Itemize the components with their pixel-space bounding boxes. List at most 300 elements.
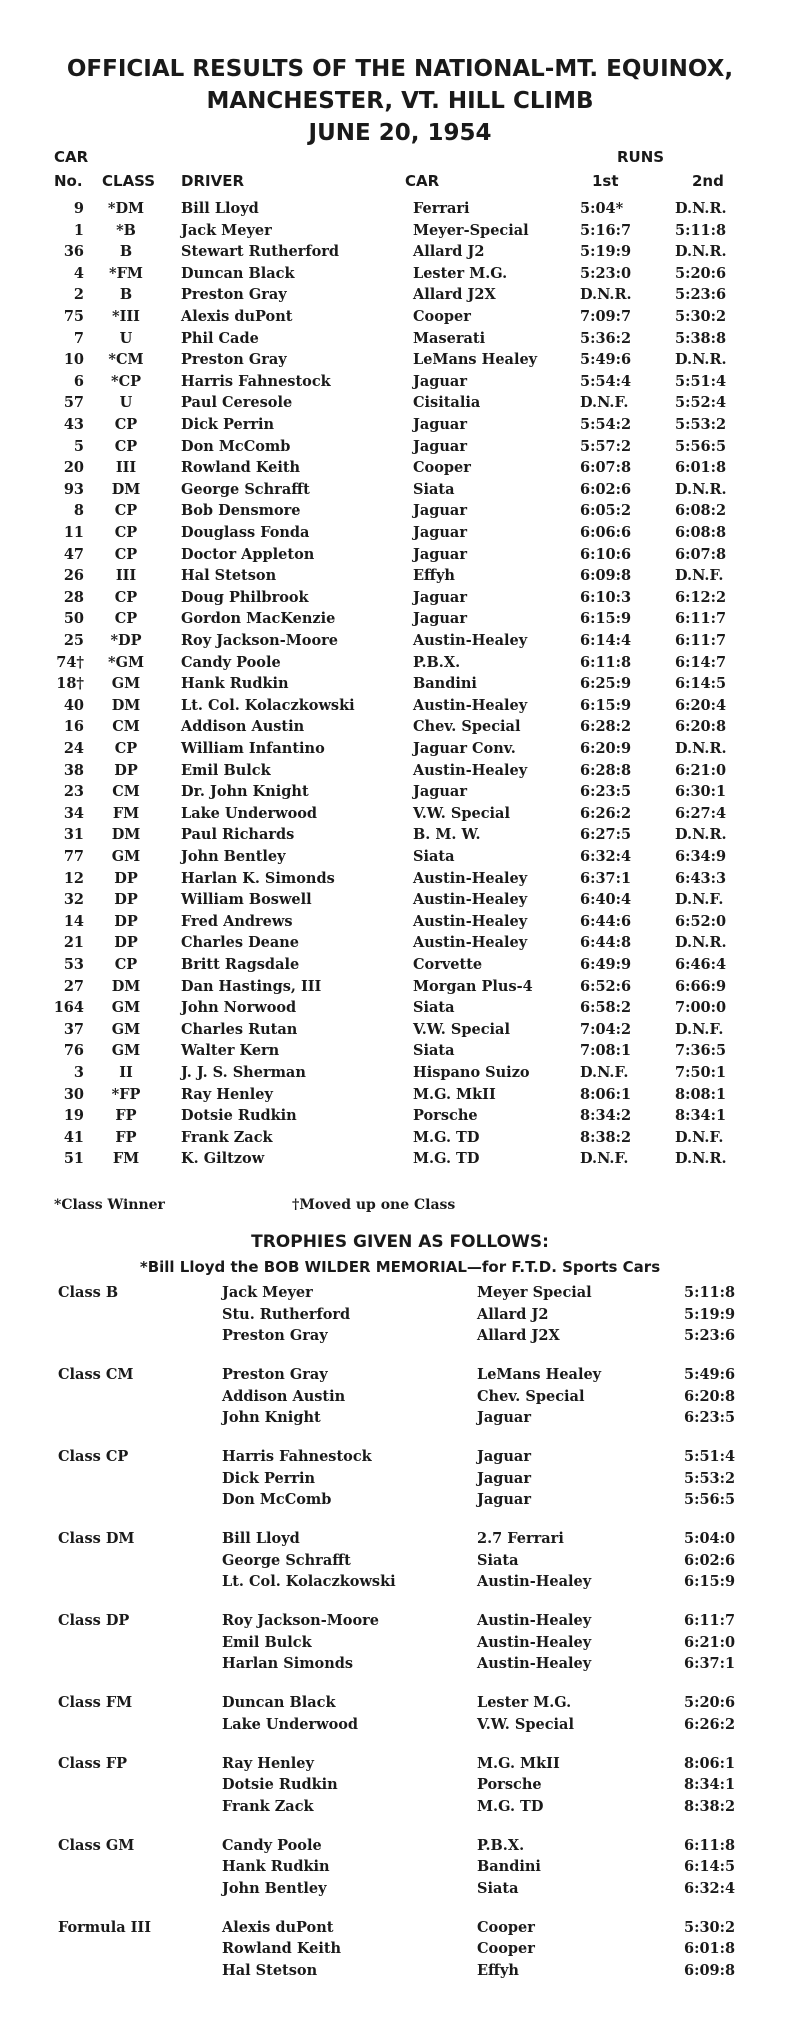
result-car: LeMans Healey — [413, 351, 538, 369]
trophy-time: 8:38:2 — [684, 1797, 736, 1815]
result-class: *CP — [110, 372, 142, 390]
trophy-car: Allard J2X — [477, 1327, 560, 1344]
trophy-time: 6:11:7 — [684, 1612, 736, 1629]
result-class: CP — [114, 502, 138, 520]
result-car-no: 77 — [63, 848, 84, 865]
result-driver: Preston Gray — [181, 286, 287, 304]
result-class: GM — [111, 848, 141, 865]
title-line-1: OFFICIAL RESULTS OF THE NATIONAL-MT. EQUINOX, — [66, 56, 734, 82]
result-car: Austin-Healey — [413, 934, 528, 952]
result-car-no: 93 — [63, 480, 84, 498]
result-car: Chev. Special — [413, 718, 521, 736]
trophy-car: Austin-Healey — [477, 1612, 592, 1629]
result-car: M.G. TD — [413, 1150, 480, 1168]
result-class: DM — [111, 977, 141, 995]
trophy-time: 6:32:4 — [684, 1879, 736, 1897]
result-class: DP — [114, 912, 138, 930]
result-run-2: 5:52:4 — [675, 394, 727, 412]
trophy-car: Meyer Special — [477, 1284, 592, 1301]
result-row — [0, 1019, 800, 1041]
result-car-no: 30 — [63, 1085, 84, 1103]
result-driver: Phil Cade — [181, 329, 259, 347]
result-driver: Stewart Rutherford — [181, 243, 340, 261]
result-driver: Doctor Appleton — [181, 545, 315, 563]
header-car-top: CAR — [54, 148, 89, 166]
result-row — [0, 371, 800, 393]
trophy-car: Jaguar — [477, 1469, 531, 1487]
trophy-time: 6:21:0 — [684, 1633, 736, 1651]
result-run-1: 6:44:6 — [580, 912, 632, 930]
result-class: *B — [116, 221, 136, 239]
result-class: GM — [111, 1020, 141, 1038]
result-run-1: 6:02:6 — [580, 480, 632, 498]
result-run-2: 8:08:1 — [675, 1085, 727, 1103]
trophy-time: 8:34:1 — [684, 1776, 736, 1793]
result-run-2: 6:01:8 — [675, 459, 727, 477]
result-car-no: 50 — [63, 610, 84, 628]
result-run-2: 5:20:6 — [675, 264, 727, 282]
result-row — [0, 500, 800, 522]
trophy-driver: George Schrafft — [222, 1551, 351, 1569]
result-class: *III — [112, 308, 140, 325]
result-car-no: 19 — [63, 1107, 84, 1125]
trophy-row — [0, 1856, 800, 1877]
trophy-class: Class CM — [58, 1366, 134, 1383]
header-no: No. — [54, 172, 83, 190]
trophy-time: 6:01:8 — [684, 1940, 736, 1957]
result-run-2: D.N.R. — [675, 200, 727, 217]
result-run-1: 7:04:2 — [580, 1020, 632, 1038]
result-row — [0, 781, 800, 803]
result-class: CP — [114, 437, 138, 455]
trophy-row — [0, 1364, 800, 1385]
trophy-time: 5:56:5 — [684, 1491, 736, 1508]
trophy-row — [0, 1282, 800, 1303]
result-run-2: D.N.F. — [675, 891, 724, 909]
result-car: Siata — [413, 480, 455, 498]
result-run-2: 6:30:1 — [675, 783, 727, 801]
trophy-car: Chev. Special — [477, 1387, 585, 1405]
trophies-title: TROPHIES GIVEN AS FOLLOWS: — [251, 1232, 549, 1252]
result-car-no: 164 — [53, 999, 84, 1017]
result-class: DM — [111, 480, 141, 498]
trophy-class: Formula III — [58, 1918, 151, 1936]
result-car: Jaguar — [413, 588, 467, 606]
result-class: DP — [114, 934, 138, 952]
result-row — [0, 1148, 800, 1170]
result-run-1: 7:08:1 — [580, 1042, 632, 1060]
trophy-row — [0, 1386, 800, 1407]
trophy-driver: Frank Zack — [222, 1797, 314, 1815]
result-run-1: 6:20:9 — [580, 740, 632, 757]
trophy-time: 5:53:2 — [684, 1469, 736, 1487]
result-run-2: D.N.R. — [675, 934, 727, 952]
result-driver: Harlan K. Simonds — [181, 869, 335, 887]
result-run-1: D.N.R. — [580, 286, 632, 304]
result-run-1: 6:44:8 — [580, 934, 632, 952]
result-driver: Gordon MacKenzie — [181, 610, 336, 628]
result-class: *GM — [107, 653, 145, 671]
result-car-no: 16 — [63, 718, 84, 736]
result-run-1: 6:07:8 — [580, 459, 632, 477]
result-class: GM — [111, 675, 141, 693]
trophy-car: Effyh — [477, 1961, 519, 1979]
trophy-driver: Preston Gray — [222, 1327, 328, 1344]
result-class: CM — [112, 718, 140, 736]
trophy-car: Cooper — [477, 1918, 535, 1936]
result-class: CP — [114, 610, 138, 628]
result-row — [0, 824, 800, 846]
result-row — [0, 479, 800, 501]
result-driver: Don McComb — [181, 437, 291, 455]
result-car: Cooper — [413, 459, 471, 477]
result-car-no: 37 — [63, 1020, 84, 1038]
result-run-1: 6:49:9 — [580, 956, 632, 973]
result-car: Lester M.G. — [413, 264, 508, 282]
result-run-1: 5:23:0 — [580, 264, 632, 282]
result-row — [0, 932, 800, 954]
result-car-no: 7 — [73, 329, 84, 347]
result-driver: Candy Poole — [181, 653, 281, 671]
result-row — [0, 284, 800, 306]
result-car: Jaguar — [413, 416, 467, 433]
result-car: Austin-Healey — [413, 891, 528, 909]
result-row — [0, 652, 800, 674]
trophy-car: Siata — [477, 1879, 519, 1897]
result-run-2: D.N.F. — [675, 567, 724, 585]
result-car-no: 11 — [63, 524, 84, 541]
result-driver: Hank Rudkin — [181, 675, 289, 693]
class-winner-note: *Class Winner — [54, 1197, 165, 1213]
trophy-driver: Dick Perrin — [222, 1469, 316, 1487]
result-run-1: 5:54:2 — [580, 416, 632, 433]
result-run-1: 6:28:2 — [580, 718, 632, 736]
result-car-no: 41 — [63, 1128, 84, 1146]
result-car: Siata — [413, 848, 455, 865]
result-row — [0, 587, 800, 609]
result-class: B — [119, 286, 133, 304]
result-car-no: 57 — [63, 394, 84, 412]
result-run-2: 6:20:8 — [675, 718, 727, 736]
result-run-2: 6:11:7 — [675, 610, 727, 628]
trophy-driver: Lt. Col. Kolaczkowski — [222, 1573, 396, 1590]
result-row — [0, 241, 800, 263]
trophy-driver: Jack Meyer — [222, 1284, 313, 1301]
result-row — [0, 608, 800, 630]
trophy-time: 5:19:9 — [684, 1305, 736, 1323]
result-run-2: 6:11:7 — [675, 632, 727, 649]
result-run-2: 6:08:2 — [675, 502, 727, 520]
result-run-1: 8:06:1 — [580, 1085, 632, 1103]
result-run-1: 5:19:9 — [580, 243, 632, 261]
result-car-no: 43 — [63, 416, 84, 433]
result-row — [0, 457, 800, 479]
trophy-row — [0, 1489, 800, 1510]
trophy-time: 6:02:6 — [684, 1551, 736, 1569]
result-run-2: 6:20:4 — [675, 696, 727, 714]
trophy-time: 6:23:5 — [684, 1409, 736, 1426]
result-car-no: 10 — [63, 351, 84, 369]
result-car-no: 27 — [63, 977, 84, 995]
trophy-row — [0, 1325, 800, 1346]
result-car: Austin-Healey — [413, 761, 528, 779]
trophy-time: 5:51:4 — [684, 1448, 736, 1465]
result-row — [0, 630, 800, 652]
trophy-class: Class DM — [58, 1530, 135, 1547]
trophy-row — [0, 1796, 800, 1817]
trophy-row — [0, 1610, 800, 1631]
trophy-time: 5:23:6 — [684, 1327, 736, 1344]
result-car: Jaguar — [413, 545, 467, 563]
result-class: CP — [114, 524, 138, 541]
trophy-car: P.B.X. — [477, 1836, 525, 1854]
trophy-row — [0, 1774, 800, 1795]
result-car-no: 51 — [63, 1150, 84, 1168]
trophy-class: Class B — [58, 1284, 119, 1301]
result-run-2: 6:46:4 — [675, 956, 727, 973]
trophy-car: Bandini — [477, 1858, 541, 1875]
result-driver: Dick Perrin — [181, 416, 275, 433]
trophy-car: Austin-Healey — [477, 1655, 592, 1672]
result-class: CP — [114, 416, 138, 433]
result-car: Jaguar — [413, 372, 467, 390]
trophy-driver: Stu. Rutherford — [222, 1305, 351, 1323]
trophy-time: 5:20:6 — [684, 1694, 736, 1711]
trophy-driver: Lake Underwood — [222, 1715, 359, 1733]
trophy-car: Austin-Healey — [477, 1633, 592, 1651]
result-run-2: D.N.R. — [675, 1150, 727, 1168]
result-car: Cooper — [413, 308, 471, 325]
trophy-row — [0, 1632, 800, 1653]
result-run-1: 6:10:3 — [580, 588, 632, 606]
result-run-1: 5:04* — [580, 200, 624, 217]
result-run-1: D.N.F. — [580, 1064, 629, 1081]
trophy-driver: Emil Bulck — [222, 1633, 312, 1651]
result-class: *CM — [108, 351, 144, 369]
result-run-1: D.N.F. — [580, 1150, 629, 1168]
result-driver: Bob Densmore — [181, 502, 301, 520]
result-class: GM — [111, 1042, 141, 1060]
trophy-car: 2.7 Ferrari — [477, 1530, 564, 1547]
trophy-car: Allard J2 — [477, 1305, 549, 1323]
result-driver: William Infantino — [181, 740, 325, 757]
result-row — [0, 1040, 800, 1062]
result-car: P.B.X. — [413, 653, 461, 671]
trophy-driver: Harris Fahnestock — [222, 1448, 372, 1465]
result-run-2: D.N.R. — [675, 826, 727, 844]
result-row — [0, 954, 800, 976]
result-car: Porsche — [413, 1107, 478, 1125]
trophy-time: 6:37:1 — [684, 1655, 736, 1672]
result-run-2: 6:52:0 — [675, 912, 727, 930]
trophy-row — [0, 1571, 800, 1592]
trophy-time: 5:49:6 — [684, 1366, 736, 1383]
result-run-2: 5:51:4 — [675, 372, 727, 390]
result-class: FM — [112, 804, 140, 822]
result-run-2: 7:50:1 — [675, 1064, 727, 1081]
result-row — [0, 997, 800, 1019]
result-car-no: 26 — [63, 567, 84, 585]
result-car-no: 2 — [73, 286, 84, 304]
result-class: *FP — [111, 1085, 141, 1103]
result-row — [0, 846, 800, 868]
result-run-1: 6:40:4 — [580, 891, 632, 909]
trophy-car: Siata — [477, 1551, 519, 1569]
result-row — [0, 673, 800, 695]
result-driver: Charles Rutan — [181, 1020, 298, 1038]
result-driver: Lt. Col. Kolaczkowski — [181, 696, 355, 714]
title-line-3: JUNE 20, 1954 — [308, 120, 492, 146]
result-run-1: 6:27:5 — [580, 826, 632, 844]
result-run-2: D.N.R. — [675, 480, 727, 498]
result-class: DP — [114, 869, 138, 887]
result-car-no: 40 — [63, 696, 84, 714]
trophy-row — [0, 1938, 800, 1959]
trophy-driver: Harlan Simonds — [222, 1655, 354, 1672]
trophy-row — [0, 1468, 800, 1489]
result-driver: Charles Deane — [181, 934, 300, 952]
trophy-car: M.G. TD — [477, 1797, 544, 1815]
result-class: CP — [114, 956, 138, 973]
trophy-row — [0, 1692, 800, 1713]
trophy-class: Class DP — [58, 1612, 130, 1629]
result-car: Jaguar — [413, 437, 467, 455]
trophy-row — [0, 1960, 800, 1981]
result-car-no: 4 — [73, 264, 84, 282]
result-driver: Walter Kern — [181, 1042, 280, 1060]
result-run-2: D.N.R. — [675, 351, 727, 369]
result-row — [0, 522, 800, 544]
result-car: Austin-Healey — [413, 696, 528, 714]
trophy-row — [0, 1304, 800, 1325]
result-run-2: 5:30:2 — [675, 308, 727, 325]
result-run-1: 6:14:4 — [580, 632, 632, 649]
result-run-2: D.N.R. — [675, 243, 727, 261]
result-car: Allard J2X — [413, 286, 496, 304]
result-class: U — [119, 329, 133, 347]
result-class: *DP — [110, 632, 142, 649]
result-row — [0, 889, 800, 911]
result-car: M.G. TD — [413, 1128, 480, 1146]
result-driver: Addison Austin — [181, 718, 305, 736]
result-run-1: 6:52:6 — [580, 977, 632, 995]
result-driver: Lake Underwood — [181, 804, 318, 822]
result-run-1: 6:32:4 — [580, 848, 632, 865]
trophy-time: 6:09:8 — [684, 1961, 736, 1979]
result-row — [0, 1127, 800, 1149]
result-run-1: 6:58:2 — [580, 999, 632, 1017]
result-class: U — [119, 394, 133, 412]
result-car-no: 23 — [63, 783, 84, 801]
trophy-row — [0, 1714, 800, 1735]
result-car: Austin-Healey — [413, 632, 528, 649]
result-row — [0, 738, 800, 760]
result-run-2: 6:66:9 — [675, 977, 727, 995]
result-run-1: 5:49:6 — [580, 351, 632, 369]
trophy-driver: Hal Stetson — [222, 1961, 318, 1979]
result-driver: Emil Bulck — [181, 761, 271, 779]
title-line-2: MANCHESTER, VT. HILL CLIMB — [206, 88, 594, 114]
result-class: DM — [111, 826, 141, 844]
result-car: Siata — [413, 1042, 455, 1060]
result-car: Maserati — [413, 329, 486, 347]
result-car-no: 6 — [73, 372, 84, 390]
header-driver: DRIVER — [181, 172, 244, 190]
result-class: B — [119, 243, 133, 261]
trophy-row — [0, 1653, 800, 1674]
result-row — [0, 911, 800, 933]
result-row — [0, 220, 800, 242]
trophy-row — [0, 1753, 800, 1774]
trophy-row — [0, 1550, 800, 1571]
result-class: DP — [114, 761, 138, 779]
result-run-1: 6:15:9 — [580, 696, 632, 714]
trophy-driver: Ray Henley — [222, 1754, 314, 1772]
result-car: Hispano Suizo — [413, 1064, 530, 1081]
trophy-driver: Dotsie Rudkin — [222, 1776, 338, 1793]
result-row — [0, 1105, 800, 1127]
header-class: CLASS — [102, 172, 156, 190]
result-run-2: 6:14:5 — [675, 675, 727, 693]
header-car: CAR — [405, 172, 440, 190]
result-run-1: 6:09:8 — [580, 567, 632, 585]
result-class: FP — [115, 1107, 137, 1125]
result-car-no: 3 — [73, 1064, 84, 1081]
result-driver: Jack Meyer — [181, 221, 272, 239]
result-driver: Harris Fahnestock — [181, 372, 331, 390]
result-car: Corvette — [413, 956, 483, 973]
result-class: CP — [114, 740, 138, 757]
result-car-no: 14 — [63, 912, 84, 930]
result-car-no: 21 — [63, 934, 84, 952]
trophy-time: 5:04:0 — [684, 1530, 736, 1547]
trophy-time: 6:15:9 — [684, 1573, 736, 1590]
result-car: Meyer-Special — [413, 221, 529, 239]
result-driver: Roy Jackson-Moore — [181, 632, 338, 649]
result-car-no: 47 — [63, 545, 84, 563]
result-car: Siata — [413, 999, 455, 1017]
result-row — [0, 976, 800, 998]
result-row — [0, 306, 800, 328]
result-row — [0, 436, 800, 458]
trophy-time: 6:26:2 — [684, 1715, 736, 1733]
trophy-row — [0, 1835, 800, 1856]
result-car: V.W. Special — [413, 804, 510, 822]
trophy-driver: Bill Lloyd — [222, 1530, 300, 1547]
result-row — [0, 414, 800, 436]
result-driver: K. Giltzow — [181, 1150, 265, 1168]
result-driver: Douglass Fonda — [181, 524, 310, 541]
result-car: Jaguar — [413, 610, 467, 628]
result-run-2: 6:21:0 — [675, 761, 727, 779]
trophy-driver: Don McComb — [222, 1491, 332, 1508]
result-car-no: 32 — [63, 891, 84, 909]
result-car: Effyh — [413, 567, 455, 585]
result-car: Austin-Healey — [413, 912, 528, 930]
result-run-2: 6:07:8 — [675, 545, 727, 563]
trophy-time: 5:11:8 — [684, 1284, 736, 1301]
trophy-row — [0, 1878, 800, 1899]
trophy-time: 6:11:8 — [684, 1836, 736, 1854]
result-class: FM — [112, 1150, 140, 1168]
trophy-driver: Preston Gray — [222, 1366, 328, 1383]
result-car: Jaguar Conv. — [413, 740, 516, 757]
result-car: Morgan Plus-4 — [413, 977, 533, 995]
result-row — [0, 1062, 800, 1084]
result-car: Jaguar — [413, 524, 467, 541]
result-car: Ferrari — [413, 200, 470, 217]
result-car-no: 76 — [63, 1042, 84, 1060]
